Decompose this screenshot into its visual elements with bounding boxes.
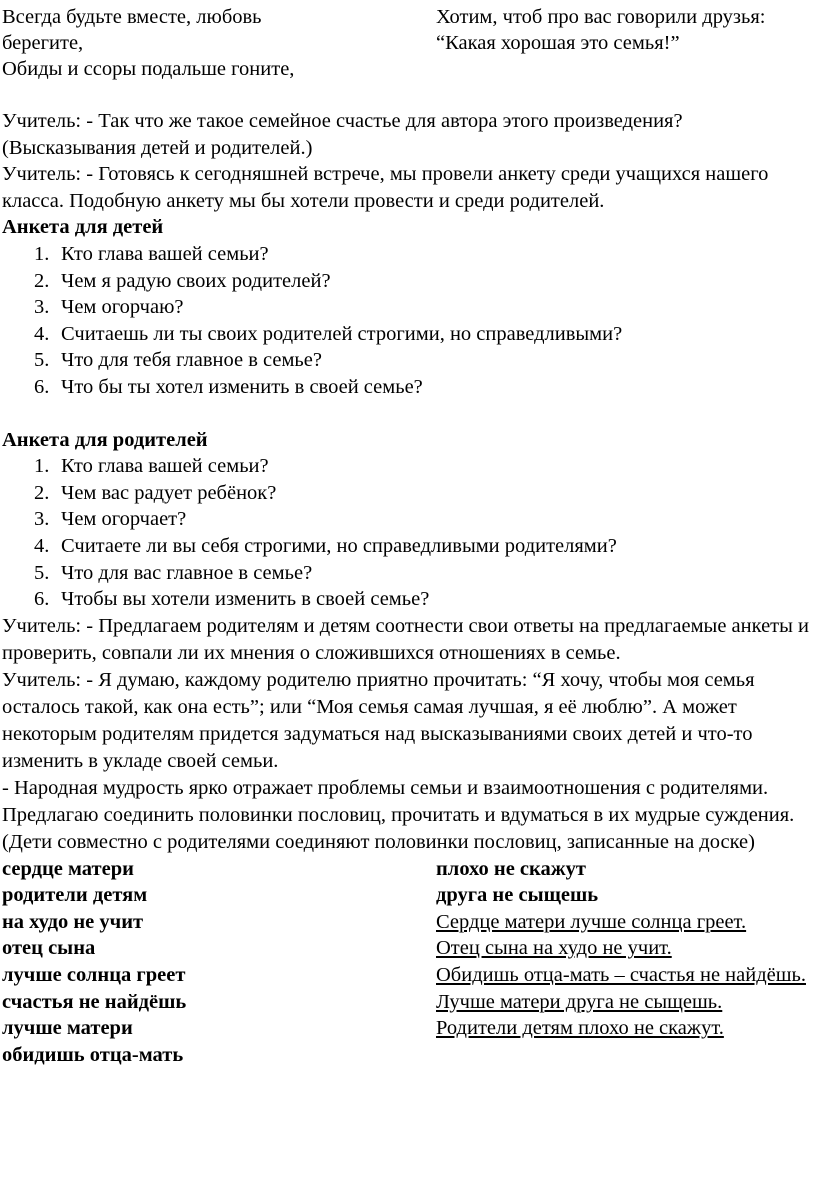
poem-left-column <box>2 4 436 82</box>
proverbs-table <box>2 856 814 1069</box>
list-item: 6. Что бы ты хотел изменить в своей семье? <box>34 375 423 398</box>
list-item: 4. Считаешь ли ты своих родителей строгими, но справедливыми? <box>34 322 623 345</box>
poem-line: “Какая хорошая это семья!” <box>436 32 680 54</box>
paragraph: Учитель: - Так что же такое семейное счастье для автора этого произведения? <box>2 110 683 132</box>
list-item: 6. Чтобы вы хотели изменить в своей семье? <box>34 588 430 611</box>
document-page <box>2 0 814 1068</box>
blank-line <box>2 401 814 427</box>
survey-children-list <box>2 241 814 401</box>
proverb-fragment: лучше солнца греет <box>2 964 186 987</box>
proverb-fragment: друга не сыщешь <box>436 884 599 907</box>
proverb-answer: Отец сына на худо не учит. <box>436 937 672 960</box>
proverb-answer: Обидишь отца-мать – счастья не найдёшь. <box>436 964 806 987</box>
proverb-fragment: счастья не найдёшь <box>2 990 187 1013</box>
list-item: 1. Кто глава вашей семьи? <box>34 455 269 478</box>
proverbs-right-column <box>436 856 814 1069</box>
poem-line: Всегда будьте вместе, любовь <box>2 6 262 28</box>
survey-parents-title: Анкета для родителей <box>2 428 208 451</box>
proverb-fragment: лучше матери <box>2 1017 133 1040</box>
proverb-fragment: родители детям <box>2 884 148 907</box>
blank-line <box>2 82 814 108</box>
paragraph: Учитель: - Я думаю, каждому родителю приятно прочитать: “Я хочу, чтобы моя семья осталось такой, как она есть”; или “Моя семья самая лучшая, я её люблю”. А может некоторым родителям придется задуматься над высказываниями своих детей и что-то изменить в укладе своей семьи. <box>2 668 755 772</box>
list-item: 4. Считаете ли вы себя строгими, но справедливыми родителями? <box>34 534 617 557</box>
survey-children-title: Анкета для детей <box>2 216 164 239</box>
proverb-fragment: плохо не скажут <box>436 857 586 880</box>
paragraph: (Высказывания детей и родителей.) <box>2 136 313 159</box>
list-item: 1. Кто глава вашей семьи? <box>34 242 269 265</box>
poem-right-column <box>436 4 814 82</box>
proverb-fragment: отец сына <box>2 937 96 960</box>
proverb-fragment: на худо не учит <box>2 910 144 933</box>
proverbs-left-column <box>2 856 436 1069</box>
proverb-answer: Сердце матери лучше солнца греет. <box>436 910 747 933</box>
list-item: 3. Чем огорчаю? <box>34 296 184 319</box>
proverb-answer: Лучше матери друга не сыщешь. <box>436 990 723 1013</box>
list-item: 3. Чем огорчает? <box>34 508 187 531</box>
list-item: 2. Чем вас радует ребёнок? <box>34 481 277 504</box>
paragraph: Учитель: - Готовясь к сегодняшней встрече, мы провели анкету среди учащихся нашего класса. Подобную анкету мы бы хотели провести и среди родителей. <box>2 163 769 212</box>
proverb-fragment: обидишь отца-мать <box>2 1043 184 1066</box>
list-item: 5. Что для тебя главное в семье? <box>34 349 322 372</box>
list-item: 2. Чем я радую своих родителей? <box>34 269 331 292</box>
proverb-answer: Родители детям плохо не скажут. <box>436 1017 724 1040</box>
paragraph: Учитель: - Предлагаем родителям и детям соотнести свои ответы на предлагаемые анкеты и проверить, совпали ли их мнения о сложившихся отношениях в семье. <box>2 614 809 664</box>
poem-line: Хотим, чтоб про вас говорили друзья: <box>436 6 766 28</box>
poem-line: Обиды и ссоры подальше гоните, <box>2 58 295 80</box>
proverb-fragment: сердце матери <box>2 857 134 880</box>
poem <box>2 4 814 82</box>
poem-line: берегите, <box>2 32 84 54</box>
survey-parents-list <box>2 453 814 613</box>
list-item: 5. Что для вас главное в семье? <box>34 561 313 584</box>
paragraph: - Народная мудрость ярко отражает проблемы семьи и взаимоотношения с родителями. Предлагаю соединить половинки пословиц, прочитать и вдуматься в их мудрые суждения. <box>2 776 795 826</box>
paragraph: (Дети совместно с родителями соединяют половинки пословиц, записанные на доске) <box>2 830 755 853</box>
